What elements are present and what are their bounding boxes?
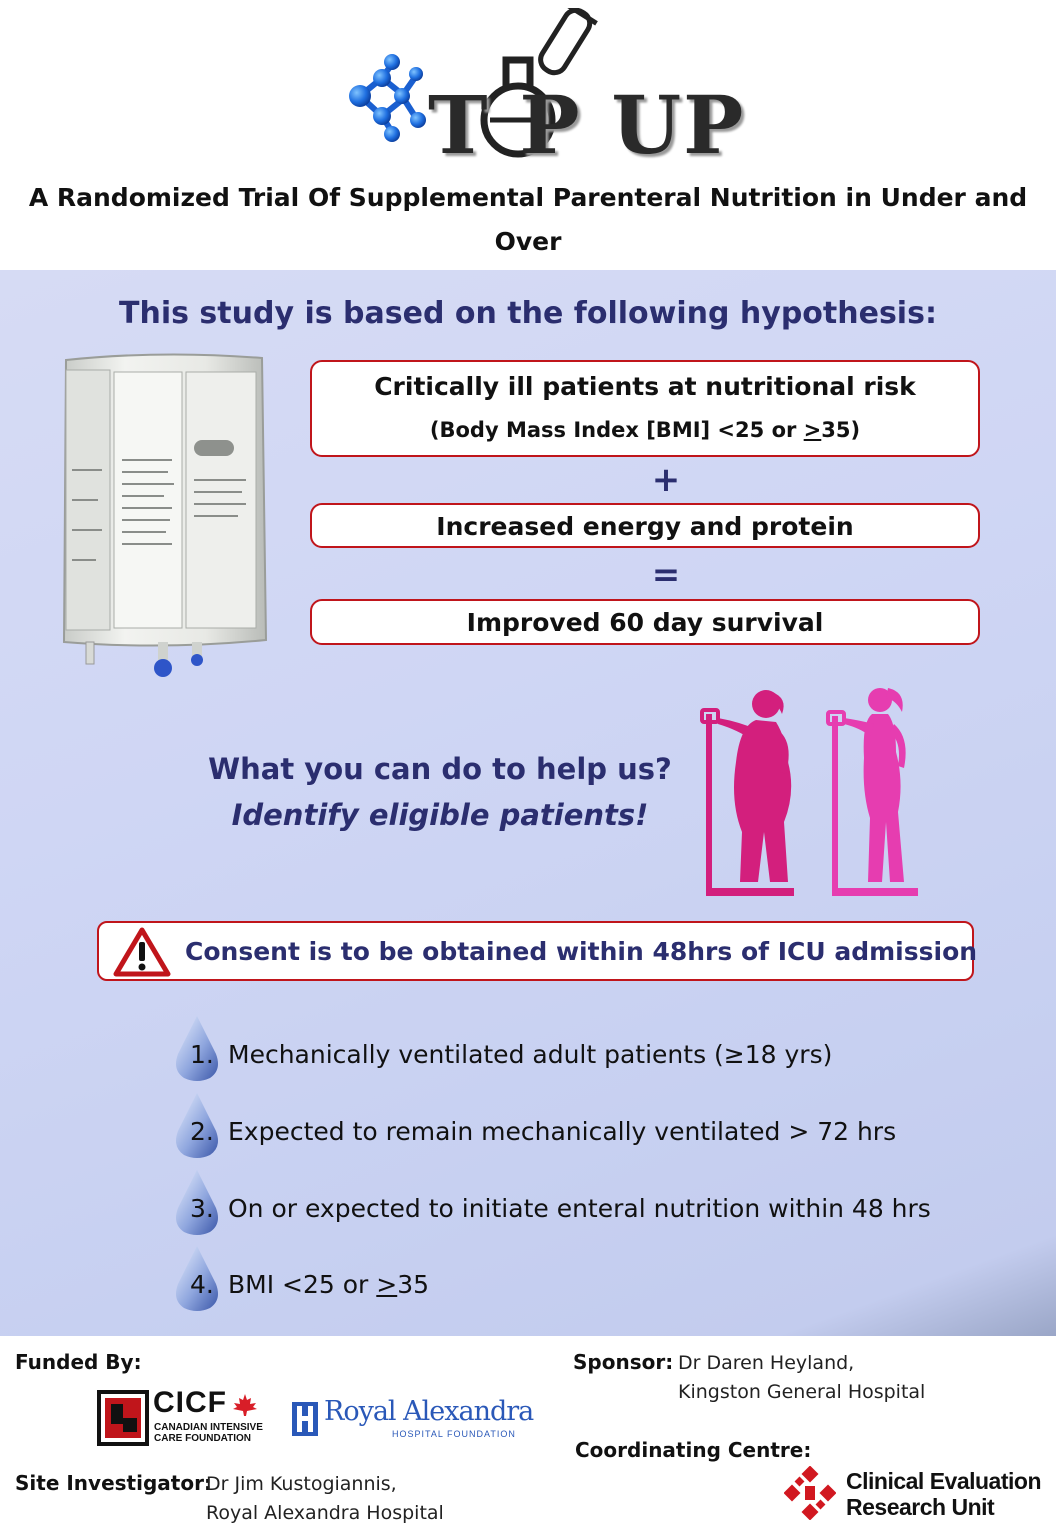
criteria-text <box>228 1270 429 1299</box>
cicf-logo <box>97 1386 267 1446</box>
bmi-suffix: 35 <box>397 1270 430 1299</box>
help-question: What you can do to help us? <box>208 752 672 786</box>
risk-bmi-prefix: (Body Mass Index [BMI] <25 or <box>429 418 804 442</box>
cicf-name: CICF <box>153 1386 227 1419</box>
people-on-scales-icon <box>700 682 930 900</box>
risk-line-2 <box>312 418 978 442</box>
iv-bag-icon <box>52 350 274 690</box>
royal-alexandra-subtitle: HOSPITAL FOUNDATION <box>392 1429 516 1439</box>
equals-sign: = <box>651 555 681 595</box>
top-up-logo <box>330 8 746 172</box>
ceru-name-line-2: Research Unit <box>846 1494 995 1520</box>
consent-text: Consent is to be obtained within 48hrs of ICU admission <box>185 937 978 966</box>
royal-alexandra-logo <box>292 1396 534 1444</box>
hypothesis-box-energy <box>310 503 980 548</box>
criteria-text: Expected to remain mechanically ventilated > 72 hrs <box>228 1117 897 1146</box>
list-item <box>172 1244 992 1314</box>
criteria-number: 2. <box>190 1117 214 1146</box>
logo-text: T P UP <box>428 78 746 172</box>
list-item <box>172 1168 992 1238</box>
warning-icon <box>113 927 171 977</box>
bmi-silhouettes-image <box>700 682 930 900</box>
sponsor-name: Dr Daren Heyland, <box>678 1352 855 1374</box>
criteria-text: Mechanically ventilated adult patients (≥18 yrs) <box>228 1040 833 1069</box>
ceru-logo <box>784 1466 1041 1524</box>
criteria-number: 3. <box>190 1194 214 1223</box>
royal-alexandra-name: Royal Alexandra <box>324 1396 534 1427</box>
nutrition-bag-image <box>52 350 274 690</box>
coordinating-centre-label: Coordinating Centre: <box>575 1438 812 1462</box>
survival-text: Improved 60 day survival <box>466 608 824 637</box>
ceru-name-line-1: Clinical Evaluation <box>846 1468 1041 1494</box>
sponsor-label: Sponsor: <box>573 1350 674 1374</box>
sponsor-hospital: Kingston General Hospital <box>678 1381 926 1403</box>
risk-line-1: Critically ill patients at nutritional risk <box>374 372 916 401</box>
title-line-1: A Randomized Trial Of Supplemental Parenteral Nutrition in Under and Over <box>28 183 1028 256</box>
help-answer: Identify eligible patients! <box>231 798 649 832</box>
hypothesis-box-survival <box>310 599 980 645</box>
energy-text: Increased energy and protein <box>436 512 854 541</box>
site-investigator-hospital: Royal Alexandra Hospital <box>206 1502 444 1524</box>
hypothesis-heading: This study is based on the following hypothesis: <box>119 296 937 331</box>
cicf-subtitle-1: CANADIAN INTENSIVE <box>154 1422 263 1433</box>
site-investigator-name: Dr Jim Kustogiannis, <box>206 1473 397 1495</box>
consent-banner <box>97 921 978 981</box>
royal-alexandra-emblem-icon <box>292 1402 318 1436</box>
criteria-text: On or expected to initiate enteral nutrition within 48 hrs <box>228 1194 931 1223</box>
plus-sign: + <box>651 460 681 500</box>
cicf-emblem-icon <box>97 1390 149 1446</box>
ceru-emblem-icon <box>784 1466 836 1520</box>
site-investigator-label: Site Investigator: <box>15 1471 212 1495</box>
list-item <box>172 1014 992 1084</box>
hypothesis-box-risk <box>310 360 980 457</box>
risk-ge-sign: > <box>803 418 822 442</box>
funded-by-label: Funded By: <box>15 1350 142 1374</box>
maple-leaf-icon <box>233 1394 257 1416</box>
criteria-number: 4. <box>190 1270 214 1299</box>
list-item <box>172 1091 992 1161</box>
criteria-number: 1. <box>190 1040 214 1069</box>
bmi-ge-sign: > <box>376 1270 398 1299</box>
risk-bmi-suffix: 35) <box>821 418 861 442</box>
bmi-prefix: BMI <25 or <box>228 1270 377 1299</box>
cicf-subtitle-2: CARE FOUNDATION <box>154 1433 252 1444</box>
